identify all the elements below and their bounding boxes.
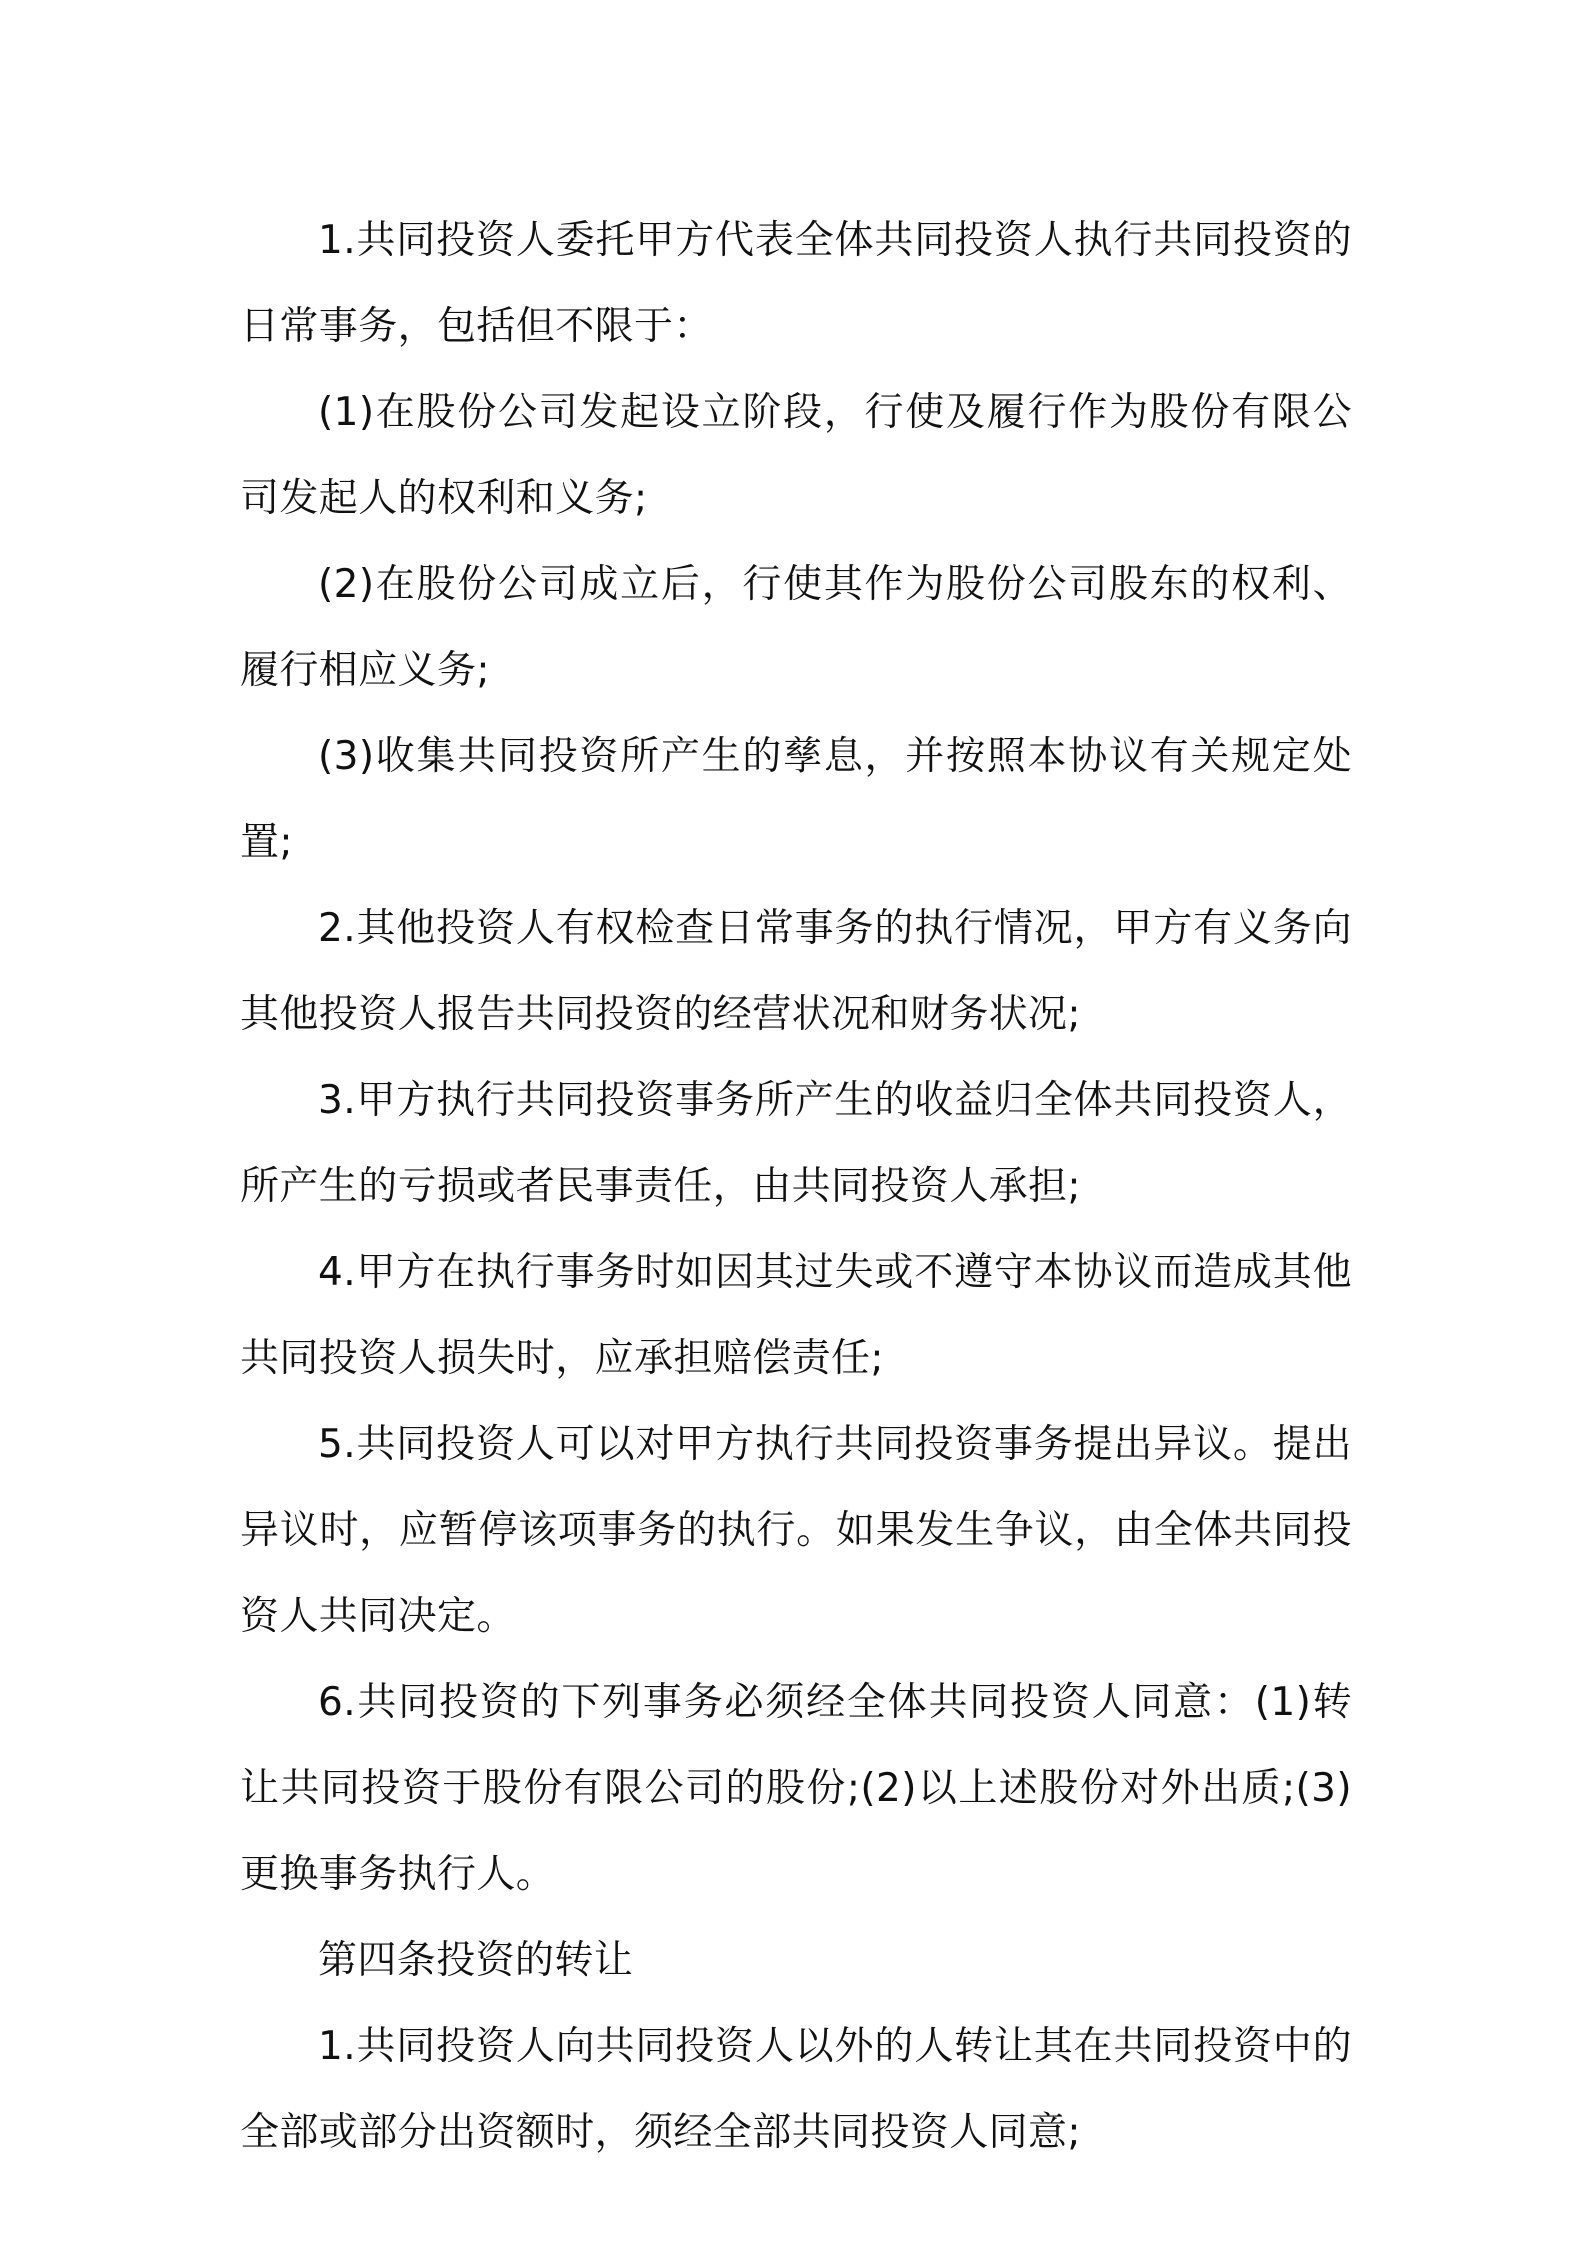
clause-3-paragraph: 3.甲方执行共同投资事务所产生的收益归全体共同投资人，所产生的亏损或者民事责任，由共同投资人承担; xyxy=(240,1078,1352,1209)
clause-4-paragraph: 4.甲方在执行事务时如因其过失或不遵守本协议而造成其他共同投资人损失时，应承担赔偿责任; xyxy=(240,1250,1352,1381)
clause-1-item-2-paragraph: (2)在股份公司成立后，行使其作为股份公司股东的权利、履行相应义务; xyxy=(240,562,1352,693)
transfer-clause-1-paragraph: 1.共同投资人向共同投资人以外的人转让其在共同投资中的全部或部分出资额时，须经全部共同投资人同意; xyxy=(240,2024,1352,2155)
clause-2-paragraph: 2.其他投资人有权检查日常事务的执行情况，甲方有义务向其他投资人报告共同投资的经营状况和财务状况; xyxy=(240,906,1352,1037)
clause-6-paragraph: 6.共同投资的下列事务必须经全体共同投资人同意：(1)转让共同投资于股份有限公司的股份;(2)以上述股份对外出质;(3)更换事务执行人。 xyxy=(240,1680,1352,1897)
clause-1-item-1-paragraph: (1)在股份公司发起设立阶段，行使及履行作为股份有限公司发起人的权利和义务; xyxy=(240,390,1352,521)
clause-1-item-3-paragraph: (3)收集共同投资所产生的孳息，并按照本协议有关规定处置; xyxy=(240,734,1352,865)
clause-5-paragraph: 5.共同投资人可以对甲方执行共同投资事务提出异议。提出异议时，应暂停该项事务的执行。如果发生争议，由全体共同投资人共同决定。 xyxy=(240,1422,1352,1639)
clause-1-paragraph: 1.共同投资人委托甲方代表全体共同投资人执行共同投资的日常事务，包括但不限于： xyxy=(240,218,1352,349)
document-body xyxy=(240,198,1352,2176)
section-heading: 第四条投资的转让 xyxy=(318,1938,634,1983)
